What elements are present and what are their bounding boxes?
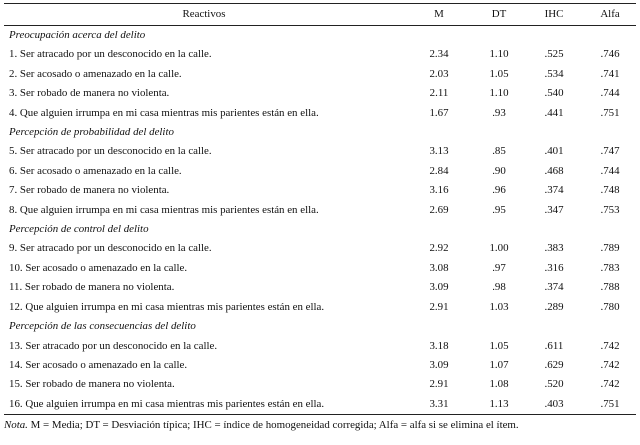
table-row <box>4 395 636 415</box>
table-row <box>4 278 636 297</box>
item-text: 6. Ser acosado o amenazado en la calle. <box>9 164 182 177</box>
header-reactivos: Reactivos <box>4 4 404 26</box>
value-ihc: .540 <box>544 87 564 100</box>
value-ihc: .374 <box>544 184 564 197</box>
value-alfa: .753 <box>600 203 620 216</box>
table-row <box>4 375 636 394</box>
table-row <box>4 104 636 123</box>
value-m: 3.08 <box>429 261 449 274</box>
value-m: 2.91 <box>429 300 449 313</box>
item-text: 11. Ser robado de manera no violenta. <box>9 281 175 294</box>
value-ihc: .441 <box>544 106 564 119</box>
note-text: M = Media; DT = Desviación típica; IHC = índice de homogeneidad corregida; Alfa = alfa si se elimina el ítem. <box>27 419 519 431</box>
value-alfa: .788 <box>600 281 620 294</box>
table-row <box>4 65 636 84</box>
value-dt: .93 <box>492 106 506 119</box>
value-ihc: .316 <box>544 261 564 274</box>
value-m: 2.11 <box>429 87 449 100</box>
value-alfa: .751 <box>600 106 620 119</box>
value-alfa: .742 <box>600 339 620 352</box>
item-text: 10. Ser acosado o amenazado en la calle. <box>9 261 188 274</box>
value-alfa: .746 <box>600 48 620 61</box>
value-alfa: .780 <box>600 300 620 313</box>
value-dt: .98 <box>492 281 506 294</box>
value-alfa: .783 <box>600 261 620 274</box>
item-text: 14. Ser acosado o amenazado en la calle. <box>9 358 188 371</box>
item-text: 1. Ser atracado por un desconocido en la calle. <box>9 48 212 61</box>
header-row <box>4 4 636 26</box>
value-alfa: .747 <box>600 145 620 158</box>
item-text: 15. Ser robado de manera no violenta. <box>9 378 175 391</box>
value-alfa: .751 <box>584 395 636 415</box>
section-title: Percepción de probabilidad del delito <box>9 126 174 139</box>
value-ihc: .383 <box>544 242 564 255</box>
value-m: 2.91 <box>429 378 449 391</box>
value-ihc: .629 <box>544 358 564 371</box>
value-ihc: .525 <box>544 48 564 61</box>
value-alfa: .741 <box>600 67 620 80</box>
note-label: Nota. <box>4 419 28 431</box>
value-m: 3.13 <box>429 145 449 158</box>
value-ihc: .347 <box>544 203 564 216</box>
value-alfa: .744 <box>600 87 620 100</box>
value-dt: 1.07 <box>489 358 509 371</box>
table-row <box>4 356 636 375</box>
section-row <box>4 220 636 239</box>
value-m: 3.09 <box>429 358 449 371</box>
section-title: Percepción de las consecuencias del delito <box>9 320 196 333</box>
value-dt: 1.08 <box>489 378 509 391</box>
header-alfa: Alfa <box>584 4 636 26</box>
table-header <box>4 4 636 26</box>
value-m: 3.16 <box>429 184 449 197</box>
item-text: 7. Ser robado de manera no violenta. <box>9 184 170 197</box>
value-alfa: .742 <box>600 358 620 371</box>
table-row <box>4 298 636 317</box>
table-row <box>4 84 636 103</box>
value-m: 3.31 <box>404 395 474 415</box>
value-m: 2.03 <box>429 67 449 80</box>
item-text: 12. Que alguien irrumpa en mi casa mientras mis parientes están en ella. <box>9 300 325 313</box>
value-ihc: .403 <box>524 395 584 415</box>
value-ihc: .289 <box>544 300 564 313</box>
value-dt: .96 <box>492 184 506 197</box>
value-m: 2.84 <box>429 164 449 177</box>
table-row <box>4 239 636 258</box>
header-dt: DT <box>474 4 524 26</box>
table-row <box>4 181 636 200</box>
section-row <box>4 317 636 336</box>
value-ihc: .401 <box>544 145 564 158</box>
value-dt: 1.05 <box>489 339 509 352</box>
table-row <box>4 201 636 220</box>
value-dt: .97 <box>492 261 506 274</box>
section-row <box>4 123 636 142</box>
table-row <box>4 45 636 64</box>
item-text: 8. Que alguien irrumpa en mi casa mientras mis parientes están en ella. <box>9 203 319 216</box>
value-ihc: .374 <box>544 281 564 294</box>
table-body <box>4 26 636 415</box>
value-ihc: .468 <box>544 164 564 177</box>
value-m: 3.09 <box>429 281 449 294</box>
table-row <box>4 142 636 161</box>
value-m: 3.18 <box>429 339 449 352</box>
value-dt: 1.10 <box>489 87 509 100</box>
value-alfa: .744 <box>600 164 620 177</box>
item-text: 2. Ser acosado o amenazado en la calle. <box>9 67 182 80</box>
value-dt: .95 <box>492 203 506 216</box>
items-table <box>4 3 636 415</box>
item-text: 16. Que alguien irrumpa en mi casa mientras mis parientes están en ella. <box>4 395 404 415</box>
value-m: 2.92 <box>429 242 449 255</box>
section-title: Percepción de control del delito <box>9 223 149 236</box>
item-text: 5. Ser atracado por un desconocido en la calle. <box>9 145 212 158</box>
value-ihc: .520 <box>544 378 564 391</box>
value-dt: .90 <box>492 164 506 177</box>
item-text: 13. Ser atracado por un desconocido en la calle. <box>9 339 218 352</box>
value-alfa: .748 <box>600 184 620 197</box>
value-dt: 1.05 <box>489 67 509 80</box>
table-note <box>4 419 636 431</box>
value-ihc: .534 <box>544 67 564 80</box>
value-ihc: .611 <box>544 339 564 352</box>
table-row <box>4 337 636 356</box>
header-m: M <box>404 4 474 26</box>
table-row <box>4 259 636 278</box>
item-text: 3. Ser robado de manera no violenta. <box>9 87 170 100</box>
value-m: 2.34 <box>429 48 449 61</box>
value-m: 2.69 <box>429 203 449 216</box>
value-dt: 1.00 <box>489 242 509 255</box>
value-dt: 1.03 <box>489 300 509 313</box>
item-text: 9. Ser atracado por un desconocido en la calle. <box>9 242 212 255</box>
value-alfa: .789 <box>600 242 620 255</box>
value-dt: 1.13 <box>474 395 524 415</box>
section-row <box>4 26 636 46</box>
value-alfa: .742 <box>600 378 620 391</box>
section-title: Preocupación acerca del delito <box>9 29 146 41</box>
header-ihc: IHC <box>524 4 584 26</box>
item-text: 4. Que alguien irrumpa en mi casa mientras mis parientes están en ella. <box>9 106 319 119</box>
value-dt: .85 <box>492 145 506 158</box>
value-dt: 1.10 <box>489 48 509 61</box>
table-row <box>4 162 636 181</box>
value-m: 1.67 <box>429 106 449 119</box>
